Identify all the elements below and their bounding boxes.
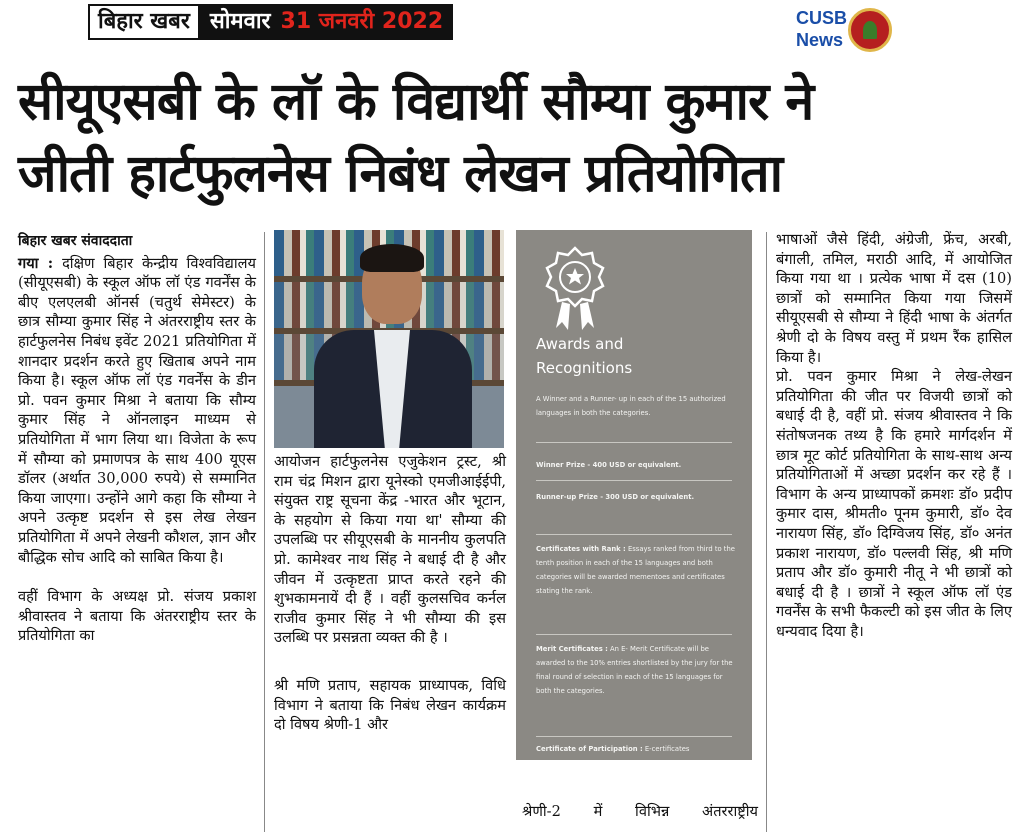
column-divider: [766, 232, 767, 832]
article-paragraph: श्री मणि प्रताप, सहायक प्राध्यापक, विधि विभाग ने बताया कि निबंध लेखन कार्यक्रम दो विषय श्रेणी-1 और: [274, 676, 506, 734]
article-paragraph: वहीं विभाग के अध्यक्ष प्रो. संजय प्रकाश श्रीवास्तव ने बताया कि अंतरराष्ट्रीय स्तर के प्रतियोगिता का: [18, 588, 256, 645]
issue-date-bar: [200, 4, 453, 40]
headline-line-2: जीती हार्टफुलनेस निबंध लेखन प्रतियोगिता: [18, 144, 783, 204]
participation-certificates: [536, 742, 740, 756]
participation-text: E-certificates: [644, 745, 690, 753]
cusb-news-logo: [796, 6, 906, 54]
article-column-1: [18, 232, 256, 646]
award-title: [536, 332, 632, 380]
article-paragraph: [18, 254, 256, 568]
article-paragraph: भाषाओं जैसे हिंदी, अंग्रेजी, फ्रेंच, अरबी, बंगाली, तमिल, मराठी आदि, में आयोजित किया गया था । प्रत्येक भाषा में दस (10) छात्रों को सम्मानित किया गया जिसमें सीयूएसबी से सौम्या ने हिंदी भाषा के अंतर्गत श्रेणी दो के विषय वस्तु में प्रथम रैंक हासिल किया है।: [776, 231, 1012, 366]
award-intro: A Winner and a Runner- up in each of the 15 authorized languages in both the categories.: [536, 395, 726, 417]
rank-certificates: [536, 542, 740, 598]
logo-text-news: News: [796, 30, 844, 50]
student-photo: [274, 230, 504, 448]
column-3-text: श्रेणी-2 में विभिन्न अंतरराष्ट्रीय: [522, 803, 758, 820]
university-seal-icon: [848, 8, 892, 52]
awards-recognitions-graphic: [516, 230, 752, 760]
award-medal-icon: [542, 246, 608, 332]
rank-label: Certificates with Rank :: [536, 545, 626, 553]
article-paragraph: आयोजन हार्टफुलनेस एजुकेशन ट्रस्ट, श्री राम चंद्र मिशन द्वारा यूनेस्को एमजीआईईपी, संयुक्त राष्ट्र सूचना केंद्र -भारत और भूटान, के सहयोग से किया गया था' सौम्या की उपलब्धि पर सीयूएसबी के माननीय कुलपति प्रो. कामेश्वर नाथ सिंह ने बधाई दी है और जीवन में उत्कृष्टता प्राप्त करते रहने की शुभकामनायें दी हैं । वहीं कुलसचिव कर्नल राजीव कुमार सिंह ने भी सौम्या की इस उलब्धि पर प्रसन्नता व्यक्त की है ।: [274, 453, 506, 647]
column-divider: [264, 232, 265, 832]
participation-label: Certificate of Participation :: [536, 745, 643, 753]
logo-text-cusb: CUSB: [796, 8, 848, 28]
paragraph-text: दक्षिण बिहार केन्द्रीय विश्वविद्यालय (सीयूएसबी) के स्कूल ऑफ लॉ एंड गवर्नेंस के बीए एलएलबी ऑनर्स (चतुर्थ सेमेस्टर) के छात्र सौम्या कुमार सिंह ने अंतरराष्ट्रीय स्तर के हार्टफुलनेस निबंध इवेंट 2021 प्रतियोगिता में शानदार प्रदर्शन करते हुए खिताब अपने नाम किया है। स्कूल ऑफ लॉ एंड गवर्नेंस के डीन प्रो. पवन कुमार मिश्रा ने बताया कि सौम्य कुमार सिंह ने ऑनलाइन माध्यम से प्रतियोगिता में भाग लिया था। विजेता के रूप में सौम्या को प्रमाणपत्र के साथ 400 यूएस डॉलर (अर्थात 30,000 रुपये) से सम्मानित किया जाएगा। उन्होंने आगे कहा कि सौम्या ने अपने उत्कृष्ट प्रदर्शन से इस लेख लेखन प्रतियोगिता में अपने लेखनी कौशल, ज्ञान और बौद्धिक सोच आदि को साबित किया है।: [18, 254, 256, 566]
merit-label: Merit Certificates :: [536, 645, 608, 653]
winner-prize: Winner Prize - 400 USD or equivalent.: [536, 461, 682, 469]
article-column-4: [776, 230, 1012, 641]
headline: [18, 66, 1008, 210]
masthead: [88, 4, 453, 40]
article-column-2: [274, 452, 506, 735]
article-paragraph: प्रो. पवन कुमार मिश्रा ने लेख-लेखन प्रतियोगिता की जीत पर विजयी छात्रों को बधाई दी है, वहीं प्रो. संजय श्रीवास्तव ने कि संतोषजनक तथ्य है कि हमारे मार्गदर्शन में छात्र मूट कोर्ट प्रतियोगिता के साथ-साथ अन्य प्रतियोगिताओं में अच्छा प्रदर्शन कर रहे हैं । विभाग के अन्य प्राध्यापकों क्रमशः डॉ० प्रदीप कुमार दास, श्रीमती० पूनम कुमारी, डॉ० देव नारायण सिंह, डॉ० दिग्विजय सिंह, डॉ० अनंत प्रकाश नारायण, डॉ० पल्लवी सिंह, श्री मणि प्रताप और डॉ० कुमारी नीतू ने भी छात्रों को बधाई दी है । छात्रों ने स्कूल ऑफ लॉ एंड गवर्नेंस के सभी फैकल्टी को इस जीत के लिए धन्यवाद दिया है।: [776, 368, 1012, 640]
dateline: गया :: [18, 254, 54, 272]
paper-name: बिहार खबर: [88, 4, 200, 40]
issue-day: सोमवार: [209, 9, 271, 34]
award-title-line-2: Recognitions: [536, 359, 633, 377]
merit-text: An E- Merit Certificate will be awarded to the 10% entries shortlisted by the jury for the final round of selection in each of the 15 languages for both the categories.: [536, 645, 733, 695]
merit-certificates: [536, 642, 740, 698]
headline-line-1: सीयूएसबी के लॉ के विद्यार्थी सौम्या कुमार ने: [18, 72, 814, 132]
rank-text: Essays ranked from third to the tenth position in each of the 15 languages and both categories will be awarded mementoes and certificates stating the rank.: [536, 545, 735, 595]
award-title-line-1: Awards and: [536, 335, 624, 353]
runnerup-prize: Runner-up Prize - 300 USD or equivalent.: [536, 493, 695, 501]
issue-date: 31 जनवरी 2022: [280, 9, 444, 34]
byline: बिहार खबर संवाददाता: [18, 233, 133, 249]
